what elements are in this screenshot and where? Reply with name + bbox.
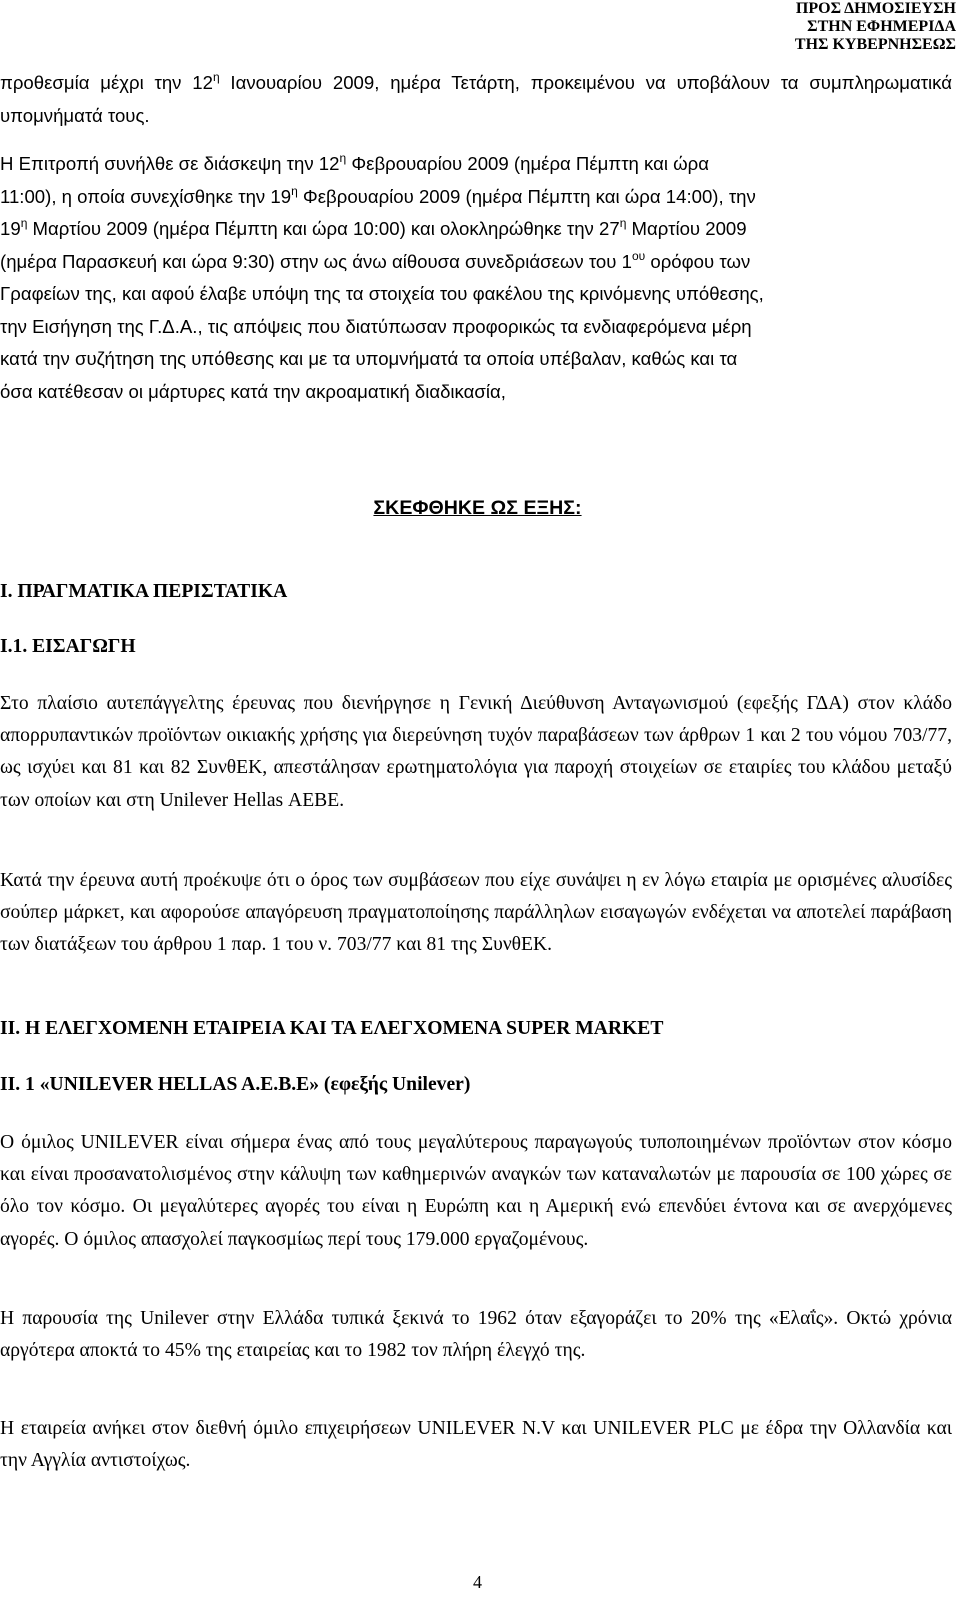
heading-facts: Ι. ΠΡΑΓΜΑΤΙΚΑ ΠΕΡΙΣΤΑΤΙΚΑ (0, 581, 288, 602)
header-line-1: ΠΡΟΣ ΔΗΜΟΣΙΕΥΣΗ (795, 0, 956, 17)
publication-header (795, 0, 956, 54)
heading-audited-company: ΙΙ. Η ΕΛΕΓΧΟΜΕΝΗ ΕΤΑΙΡΕΙΑ ΚΑΙ ΤΑ ΕΛΕΓΧΟΜΕΝΑ SUPER MARKET (0, 1018, 664, 1039)
paragraph-meetings: Η Επιτροπή συνήλθε σε διάσκεψη την $12^\eta$ Φεβρουαρίου 2009 (ημέρα Πέμπτη και ώρα 11:00), η οποία συνεχίσθηκε την $19^\eta$ Φεβρουαρίου 2009 (ημέρα Πέμπτη και ώρα 14:00), την $19^\eta$ Μαρτίου 2009 (ημέρα Πέμπτη και ώρα 10:00) και ολοκληρώθηκε την $27^\eta$ Μαρτίου 2009 (ημέρα Παρασκευή και ώρα 9:30) στην ως άνω αίθουσα συνεδριάσεων του $1^{o\upsilon}$ ορόφου των Γραφείων της, και αφού έλαβε υπόψη της τα στοιχεία του φακέλου της κρινόμενης υπόθεσης, την Εισήγηση της Γ.Δ.Α., τις απόψεις που διατύπωσαν προφορικώς τα ενδιαφερόμενα μέρη κατά την συζήτηση της υπόθεσης και με τα υπομνήματά τα οποία υπέβαλαν, καθώς και τα όσα κατέθεσαν οι μάρτυρες κατά την ακροαματική διαδικασία, (0, 151, 764, 402)
paragraph-unilever-greece: Η παρουσία της Unilever στην Ελλάδα τυπικά ξεκινά το 1962 όταν εξαγοράζει το 20% της «Ελαΐς». Οκτώ χρόνια αργότερα αποκτά το 45% της εταιρείας και το 1982 τον πλήρη έλεγχό της. (0, 1308, 952, 1362)
header-line-3: ΤΗΣ ΚΥΒΕΡΝΗΣΕΩΣ (794, 36, 956, 53)
paragraph-findings: Κατά την έρευνα αυτή προέκυψε ότι ο όρος των συμβάσεων που είχε συνάψει η εν λόγω εταιρία με ορισμένες αλυσίδες σούπερ μάρκετ, και αφορούσε απαγόρευση πραγματοποίησης παράλληλων εισαγωγών ενδέχεται να αποτελεί παράβαση των διατάξεων του άρθρου 1 παρ. 1 του ν. 703/77 και 81 της ΣυνθΕΚ. (0, 870, 952, 956)
header-line-2: ΣΤΗΝ ΕΦΗΜΕΡΙΔΑ (807, 18, 956, 35)
section-title: ΣΚΕΦΘΗΚΕ ΩΣ ΕΞΗΣ: (373, 497, 582, 519)
paragraph-deadline: προθεσμία μέχρι την $12^\eta$ Ιανουαρίου 2009, ημέρα Τετάρτη, προκειμένου να υποβάλουν τα συμπληρωματικά υπομνήματά τους. (0, 70, 952, 126)
heading-introduction: Ι.1. ΕΙΣΑΓΩΓΗ (0, 636, 136, 657)
paragraph-unilever-parent: Η εταιρεία ανήκει στον διεθνή όμιλο επιχειρήσεων UNILEVER N.V και UNILEVER PLC με έδρα την Ολλανδία και την Αγγλία αντιστοίχως. (0, 1418, 952, 1472)
page-number: 4 (473, 1572, 482, 1592)
paragraph-unilever-group: Ο όμιλος UNILEVER είναι σήμερα ένας από τους μεγαλύτερους παραγωγούς τυποποιημένων προϊόντων στον κόσμο και είναι προσανατολισμένος στην κάλυψη των καθημερινών αναγκών των καταναλωτών με παρουσία σε 100 χώρες σε όλο τον κόσμο. Οι μεγαλύτερες αγορές του είναι η Ευρώπη και η Αμερική ενώ επενδύει έντονα και σε ανερχόμενες αγορές. Ο όμιλος απασχολεί παγκοσμίως περί τους 179.000 εργαζομένους. (0, 1132, 952, 1250)
heading-unilever: ΙΙ. 1 «UNILEVER HELLAS A.E.B.E» (εφεξής Unilever) (0, 1074, 471, 1095)
paragraph-investigation: Στο πλαίσιο αυτεπάγγελτης έρευνας που διενήργησε η Γενική Διεύθυνση Ανταγωνισμού (εφεξής ΓΔΑ) στον κλάδο απορρυπαντικών προϊόντων οικιακής χρήσης για διερεύνηση τυχόν παραβάσεων των άρθρων 1 και 2 του νόμου 703/77, ως ισχύει και 81 και 82 ΣυνθΕΚ, απεστάλησαν ερωτηματολόγια για παροχή στοιχείων σε εταιρίες του κλάδου μεταξύ των οποίων και στη Unilever Hellas ΑΕΒΕ. (0, 693, 952, 811)
